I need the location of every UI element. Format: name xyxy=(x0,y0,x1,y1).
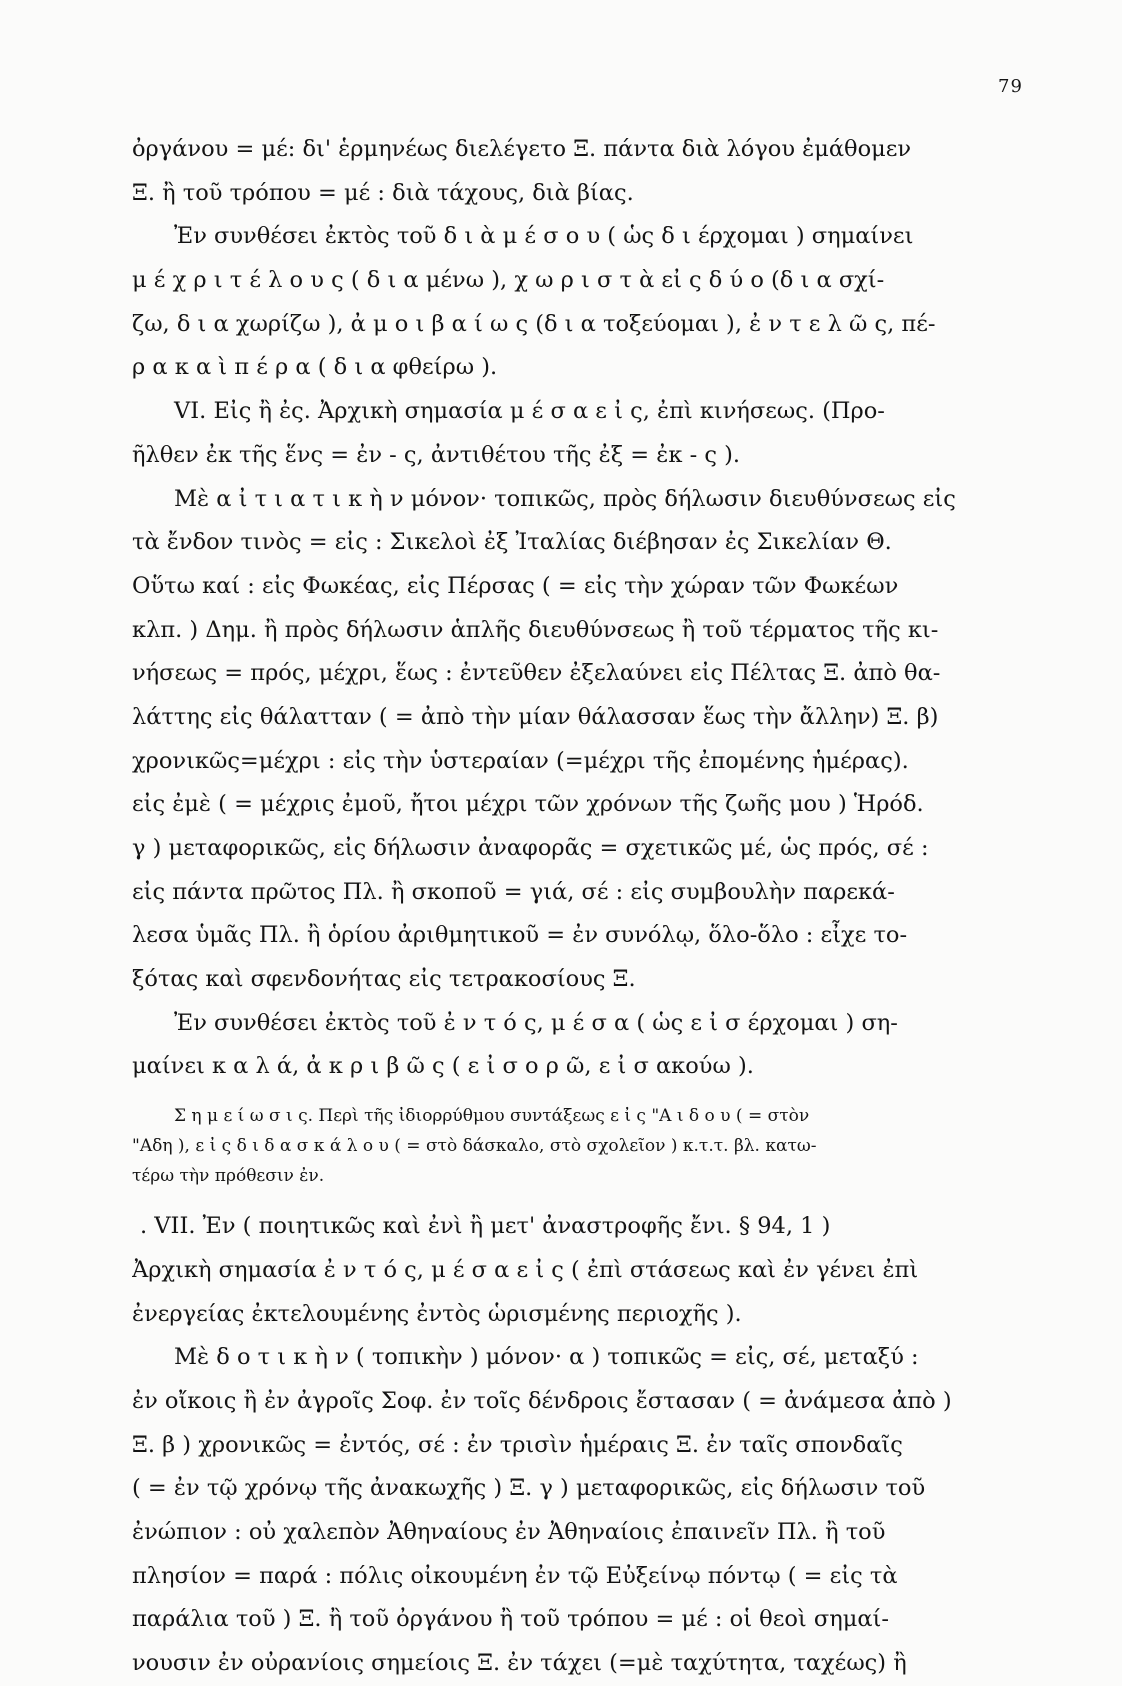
text-line: Μὲ α ἰ τ ι α τ ι κ ὴ ν μόνον· τοπικῶς, πρὸς δήλωσιν διευθύνσεως εἰς xyxy=(174,485,956,512)
text-line: ( = ἐν τῷ χρόνῳ τῆς ἀνακωχῆς ) Ξ. γ ) μεταφορικῶς, εἰς δήλωσιν τοῦ xyxy=(132,1475,926,1502)
note-line: τέρω τὴν πρόθεσιν ἐν. xyxy=(132,1166,325,1187)
text-line: τὰ ἔνδον τινὸς = εἰς : Σικελοὶ ἐξ Ἰταλίας διέβησαν ἐς Σικελίαν Θ. xyxy=(132,529,892,556)
text-line: Ξ. β ) χρονικῶς = ἐντός, σέ : ἐν τρισὶν ἡμέραις Ξ. ἐν ταῖς σπονδαῖς xyxy=(132,1431,903,1458)
text-line: χρονικῶς=μέχρι : εἰς τὴν ὑστεραίαν (=μέχρι τῆς ἐπομένης ἡμέρας). xyxy=(132,747,909,774)
text-line: ἐν οἴκοις ἢ ἐν ἀγροῖς Σοφ. ἐν τοῖς δένδροις ἔστασαν ( = ἀνάμεσα ἀπὸ ) xyxy=(132,1387,952,1414)
page-number: 79 xyxy=(998,76,1023,97)
text-line: εἰς ἐμὲ ( = μέχρις ἐμοῦ, ἤτοι μέχρι τῶν χρόνων τῆς ζωῆς μου ) Ἡρόδ. xyxy=(132,791,924,818)
page-body xyxy=(132,128,1032,1686)
text-line: λεσα ὑμᾶς Πλ. ἢ ὁρίου ἀριθμητικοῦ = ἐν συνόλῳ, ὅλο-ὅλο : εἶχε το- xyxy=(132,922,908,949)
note-line: Σ η μ ε ί ω σ ι ς. Περὶ τῆς ἰδιορρύθμου συντάξεως ε ἰ ς "Α ι δ ο υ ( = στὸν xyxy=(174,1106,810,1127)
note-line: "Αδη ), ε ἰ ς δ ι δ α σ κ ά λ ο υ ( = στὸ δάσκαλο, στὸ σχολεῖον ) κ.τ.τ. βλ. κατω- xyxy=(132,1136,817,1157)
text-line: Μὲ δ ο τ ι κ ὴ ν ( τοπικὴν ) μόνον· α ) τοπικῶς = εἰς, σέ, μεταξύ : xyxy=(174,1344,919,1371)
text-line: κλπ. ) Δημ. ἢ πρὸς δήλωσιν ἁπλῆς διευθύνσεως ἢ τοῦ τέρματος τῆς κι- xyxy=(132,616,939,643)
text-line: ρ α κ α ὶ π έ ρ α ( δ ι α φθείρω ). xyxy=(132,354,498,381)
text-line: μ έ χ ρ ι τ έ λ ο υ ς ( δ ι α μένω ), χ ω ρ ι σ τ ὰ εἰ ς δ ύ ο (δ ι α σχί- xyxy=(132,267,885,294)
text-line: . VII. Ἐν ( ποιητικῶς καὶ ἐνὶ ἢ μετ' ἀναστροφῆς ἔνι. § 94, 1 ) xyxy=(140,1213,831,1240)
text-line: πλησίον = παρά : πόλις οἰκουμένη ἐν τῷ Εὐξείνῳ πόντῳ ( = εἰς τὰ xyxy=(132,1562,898,1589)
text-line: ξότας καὶ σφενδονήτας εἰς τετρακοσίους Ξ. xyxy=(132,966,636,993)
text-line: Ἐν συνθέσει ἐκτὸς τοῦ δ ι ὰ μ έ σ ο υ ( ὡς δ ι έρχομαι ) σημαίνει xyxy=(174,223,914,250)
text-line: Ξ. ἢ τοῦ τρόπου = μέ : διὰ τάχους, διὰ βίας. xyxy=(132,179,634,206)
text-line: ὀργάνου = μέ: δι' ἑρμηνέως διελέγετο Ξ. πάντα διὰ λόγου ἐμάθομεν xyxy=(132,136,912,162)
text-line: εἰς πάντα πρῶτος Πλ. ἢ σκοποῦ = γιά, σέ : εἰς συμβουλὴν παρεκά- xyxy=(132,878,895,905)
text-line: VI. Εἰς ἢ ἐς. Ἀρχικὴ σημασία μ έ σ α ε ἰ ς, ἐπὶ κινήσεως. (Προ- xyxy=(174,398,885,425)
text-line: νουσιν ἐν οὐρανίοις σημείοις Ξ. ἐν τάχει (=μὲ ταχύτητα, ταχέως) ἢ xyxy=(132,1650,907,1676)
text-line: Ἀρχικὴ σημασία ἐ ν τ ό ς, μ έ σ α ε ἰ ς ( ἐπὶ στάσεως καὶ ἐν γένει ἐπὶ xyxy=(132,1256,919,1283)
text-line: Οὕτω καί : εἰς Φωκέας, εἰς Πέρσας ( = εἰς τὴν χώραν τῶν Φωκέων xyxy=(132,572,899,599)
text-line: Ἐν συνθέσει ἐκτὸς τοῦ ἐ ν τ ό ς, μ έ σ α ( ὡς ε ἰ σ έρχομαι ) ση- xyxy=(174,1009,898,1036)
text-line: ἐνώπιον : οὐ χαλεπὸν Ἀθηναίους ἐν Ἀθηναίοις ἐπαινεῖν Πλ. ἢ τοῦ xyxy=(132,1518,886,1545)
text-line: νήσεως = πρός, μέχρι, ἕως : ἐντεῦθεν ἐξελαύνει εἰς Πέλτας Ξ. ἀπὸ θα- xyxy=(132,660,941,687)
text-line: ἐνεργείας ἐκτελουμένης ἐντὸς ὡρισμένης περιοχῆς ). xyxy=(132,1300,742,1327)
text-line: ζω, δ ι α χωρίζω ), ἀ μ ο ι β α ί ω ς (δ ι α τοξεύομαι ), ἐ ν τ ε λ ῶ ς, πέ- xyxy=(132,310,936,337)
text-line: ῆλθεν ἐκ τῆς ἕνς = ἐν - ς, ἀντιθέτου τῆς ἐξ = ἐκ - ς ). xyxy=(132,441,741,468)
text-line: λάττης εἰς θάλατταν ( = ἀπὸ τὴν μίαν θάλασσαν ἕως τὴν ἄλλην) Ξ. β) xyxy=(132,703,939,730)
text-line: παράλια τοῦ ) Ξ. ἢ τοῦ ὀργάνου ἢ τοῦ τρόπου = μέ : οἱ θεοὶ σημαί- xyxy=(132,1606,889,1633)
text-line: μαίνει κ α λ ά, ἀ κ ρ ι β ῶ ς ( ε ἰ σ ο ρ ῶ, ε ἰ σ ακούω ). xyxy=(132,1053,754,1080)
text-line: γ ) μεταφορικῶς, εἰς δήλωσιν ἀναφορᾶς = σχετικῶς μέ, ὡς πρός, σέ : xyxy=(132,835,929,861)
